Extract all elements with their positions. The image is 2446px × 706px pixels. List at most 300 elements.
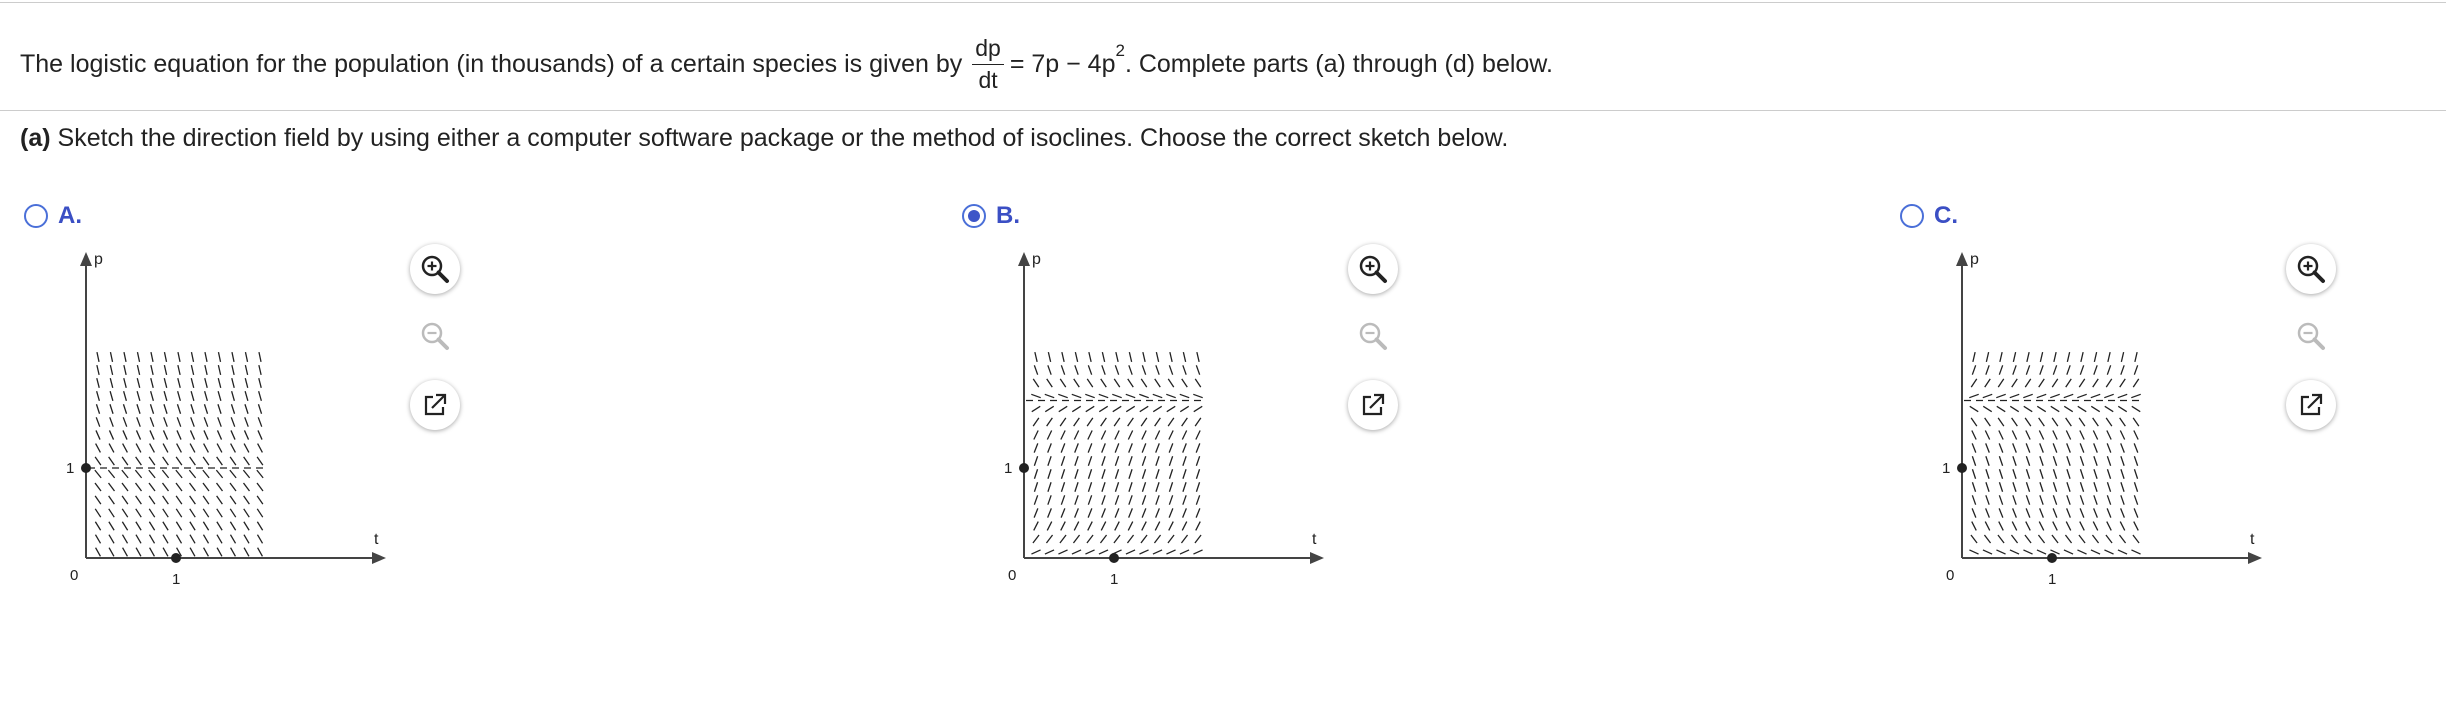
field-segment [150, 417, 154, 426]
field-segment [244, 509, 249, 517]
field-segment [1061, 522, 1066, 531]
field-segment [1999, 522, 2004, 531]
field-segment [164, 378, 166, 388]
field-segment [1075, 495, 1078, 504]
field-segment [2107, 430, 2111, 439]
field-segment [259, 391, 262, 401]
field-segment [1034, 508, 1038, 517]
field-segment [2093, 418, 2099, 426]
option-b-zoom-out-button[interactable] [1348, 311, 1398, 361]
field-segment [177, 444, 182, 453]
field-segment [2080, 495, 2083, 504]
field-segment [2026, 430, 2030, 439]
field-segment [231, 548, 236, 557]
field-segment [1196, 456, 1199, 465]
field-segment [1154, 535, 1160, 543]
field-segment [1048, 482, 1051, 491]
field-segment [164, 391, 167, 401]
field-segment [2052, 418, 2058, 426]
t-axis-label: t [2250, 531, 2255, 548]
field-segment [1075, 482, 1078, 491]
field-segment [2133, 418, 2139, 426]
field-segment [1169, 430, 1173, 439]
field-segment [2053, 482, 2056, 491]
field-segment [1048, 469, 1051, 479]
field-segment [176, 535, 181, 544]
field-segment [1127, 535, 1133, 543]
field-segment [1182, 522, 1187, 531]
option-b-popout-button[interactable] [1348, 380, 1398, 430]
field-segment [109, 430, 113, 439]
field-segment [110, 391, 113, 401]
field-segment [1045, 550, 1054, 554]
field-segment [136, 457, 142, 465]
field-segment [136, 548, 141, 557]
field-segment [2010, 394, 2019, 397]
field-segment [2094, 456, 2097, 465]
field-segment [2039, 418, 2045, 426]
field-segment [231, 430, 235, 439]
field-segment [1035, 352, 1037, 362]
field-segment [123, 430, 127, 439]
field-segment [1142, 365, 1145, 374]
field-segment [2039, 379, 2045, 387]
field-segment [2040, 495, 2043, 504]
t-axis-arrow [372, 552, 386, 564]
field-segment [2011, 535, 2017, 543]
field-segment [2094, 365, 2097, 374]
field-segment [109, 509, 114, 517]
field-segment [2131, 550, 2140, 554]
field-segment [230, 509, 235, 517]
field-segment [1060, 535, 1066, 543]
field-segment [2107, 495, 2110, 504]
field-segment [2051, 406, 2059, 411]
field-segment [259, 365, 261, 375]
field-segment [1126, 406, 1134, 411]
field-segment [97, 391, 100, 401]
zoom-out-icon [419, 320, 451, 352]
field-segment [109, 496, 115, 504]
field-segment [151, 391, 154, 401]
field-segment [2107, 365, 2110, 374]
field-segment [1061, 469, 1064, 479]
field-segment [95, 483, 101, 491]
field-segment [122, 535, 127, 544]
field-segment [123, 417, 127, 426]
field-segment [2121, 456, 2124, 465]
field-segment [149, 522, 154, 530]
field-segment [1985, 418, 1991, 426]
field-segment [1999, 469, 2002, 479]
t-tick-point [171, 553, 181, 563]
field-segment [1115, 495, 1118, 504]
p-tick-point [1019, 463, 1029, 473]
popout-icon [2297, 391, 2325, 419]
field-segment [1986, 443, 1990, 452]
field-segment [2118, 406, 2126, 411]
field-segment [2053, 495, 2056, 504]
p-axis-label: p [1032, 251, 1041, 268]
field-segment [1999, 495, 2002, 504]
field-segment [149, 457, 155, 465]
field-segment [190, 522, 195, 530]
field-segment [1115, 522, 1120, 531]
field-segment [1169, 469, 1172, 479]
field-segment [123, 444, 128, 453]
option-a[interactable] [24, 202, 82, 230]
field-segment [1088, 482, 1091, 491]
field-segment [2067, 352, 2069, 362]
field-segment [176, 457, 182, 465]
field-segment [191, 378, 193, 388]
field-segment [2133, 379, 2139, 387]
field-segment [1996, 394, 2005, 397]
field-segment [205, 391, 208, 401]
field-segment [1181, 535, 1187, 543]
field-segment [2067, 469, 2070, 479]
field-segment [1128, 379, 1134, 387]
field-segment [150, 548, 155, 557]
field-segment [1180, 406, 1188, 411]
field-segment [1087, 535, 1093, 543]
field-segment [1969, 550, 1978, 554]
field-segment [1155, 418, 1161, 426]
field-segment [1180, 394, 1189, 397]
field-segment [109, 444, 114, 453]
option-c-zoom-in-button[interactable] [2286, 244, 2336, 294]
field-segment [1985, 379, 1991, 387]
question-suffix: . Complete parts (a) through (d) below. [1124, 49, 1553, 78]
field-segment [2078, 406, 2086, 411]
option-a-label: A. [58, 202, 82, 229]
field-segment [257, 509, 262, 517]
field-segment [244, 496, 250, 504]
field-segment [203, 509, 208, 517]
field-segment [1075, 352, 1077, 362]
field-segment [2120, 522, 2125, 531]
field-segment [1985, 430, 1989, 439]
field-segment [1183, 365, 1186, 374]
field-segment [2053, 522, 2058, 531]
field-segment [1114, 379, 1120, 387]
field-segment [1074, 379, 1080, 387]
field-segment [2012, 418, 2018, 426]
field-segment [1156, 365, 1159, 374]
field-segment [1169, 443, 1173, 452]
field-segment [1115, 482, 1118, 491]
field-segment [2093, 379, 2099, 387]
field-segment [258, 548, 263, 557]
field-segment [95, 496, 101, 504]
field-segment [137, 378, 139, 388]
field-segment [244, 430, 248, 439]
field-segment [2038, 535, 2044, 543]
field-segment [1115, 443, 1119, 452]
field-segment [2040, 482, 2043, 491]
field-segment [2092, 535, 2098, 543]
field-segment [2106, 379, 2112, 387]
field-segment [2023, 394, 2032, 397]
field-segment [190, 535, 195, 544]
field-segment [2067, 508, 2071, 517]
field-segment [1034, 430, 1038, 439]
field-segment [245, 365, 247, 375]
field-segment [2119, 535, 2125, 543]
field-segment [1971, 535, 1977, 543]
field-segment [2040, 352, 2042, 362]
field-segment [1196, 365, 1199, 374]
field-segment [1102, 443, 1106, 452]
field-segment [1062, 352, 1064, 362]
field-segment [2134, 443, 2138, 452]
field-segment [218, 391, 221, 401]
field-segment [1129, 456, 1132, 465]
field-segment [2107, 482, 2110, 491]
field-segment [1072, 406, 1080, 411]
field-segment [1169, 482, 1172, 491]
field-segment [218, 378, 220, 388]
field-segment [2091, 406, 2099, 411]
field-segment [1972, 508, 1976, 517]
field-segment [2067, 456, 2070, 465]
field-segment [1196, 508, 1200, 517]
field-segment [2120, 430, 2124, 439]
field-segment [258, 444, 263, 453]
field-segment [2013, 482, 2016, 491]
field-segment [1183, 469, 1186, 479]
field-segment [1969, 394, 1978, 397]
field-segment [1183, 482, 1186, 491]
field-segment [2067, 365, 2070, 374]
field-segment [2023, 550, 2032, 554]
field-segment [2024, 406, 2032, 411]
field-segment [1168, 535, 1174, 543]
field-segment [2027, 352, 2029, 362]
field-segment [1088, 522, 1093, 531]
field-segment [190, 457, 196, 465]
field-segment [2010, 550, 2019, 554]
field-segment [1034, 469, 1037, 479]
field-segment [137, 417, 141, 426]
p-axis-label: p [94, 251, 103, 268]
field-segment [232, 365, 234, 375]
field-segment [1972, 443, 1976, 452]
option-a-radio[interactable] [24, 204, 48, 228]
option-b-zoom-in-button[interactable] [1348, 244, 1398, 294]
field-segment [1061, 495, 1064, 504]
field-segment [164, 404, 167, 414]
field-segment [1101, 418, 1107, 426]
field-segment [204, 417, 208, 426]
zoom-out-icon [1357, 320, 1389, 352]
field-segment [2026, 456, 2029, 465]
field-segment [1983, 406, 1991, 411]
zoom-in-icon [419, 253, 451, 285]
field-segment [2052, 379, 2058, 387]
field-segment [2121, 443, 2125, 452]
field-segment [1031, 550, 1040, 554]
field-segment [136, 522, 141, 530]
field-segment [122, 470, 128, 478]
field-segment [1099, 550, 1108, 554]
p-tick-label: 1 [1942, 460, 1951, 477]
field-segment [258, 404, 261, 414]
field-segment [1156, 495, 1159, 504]
field-segment [1169, 522, 1174, 531]
field-segment [178, 391, 181, 401]
option-c-popout-button[interactable] [2286, 380, 2336, 430]
field-segment [2134, 456, 2137, 465]
field-segment [2120, 418, 2126, 426]
field-segment [1170, 352, 1172, 362]
field-segment [1999, 508, 2003, 517]
field-segment [1183, 508, 1187, 517]
field-segment [243, 470, 249, 478]
option-c[interactable] [1900, 202, 1958, 230]
field-segment [2066, 418, 2072, 426]
field-segment [203, 457, 209, 465]
field-segment [1088, 443, 1092, 452]
field-segment [1059, 406, 1067, 411]
field-segment [1183, 443, 1187, 452]
field-segment [110, 365, 112, 375]
field-segment [1047, 522, 1052, 531]
field-segment [1101, 522, 1106, 531]
field-segment [258, 417, 262, 426]
field-segment [1986, 469, 1989, 479]
field-segment [2094, 508, 2098, 517]
option-c-radio[interactable] [1900, 204, 1924, 228]
field-segment [1048, 443, 1052, 452]
field-segment [259, 352, 261, 362]
field-segment [2053, 443, 2057, 452]
field-segment [1085, 550, 1094, 554]
field-segment [150, 430, 154, 439]
field-segment [2066, 522, 2071, 531]
field-segment [1156, 352, 1158, 362]
field-segment [1034, 522, 1039, 531]
field-segment [2080, 482, 2083, 491]
field-segment [1999, 443, 2003, 452]
derivative-fraction [972, 34, 1004, 93]
field-segment [122, 509, 127, 517]
field-segment [1075, 469, 1078, 479]
field-segment [2067, 482, 2070, 491]
field-segment [2091, 550, 2100, 554]
field-segment [1196, 469, 1199, 479]
field-segment [191, 417, 195, 426]
field-segment [1972, 456, 1975, 465]
field-segment [257, 522, 262, 530]
field-segment [1972, 430, 1976, 439]
field-segment [122, 457, 128, 465]
field-segment [2026, 508, 2030, 517]
field-segment [2053, 456, 2056, 465]
field-segment [2077, 394, 2086, 397]
field-segment [244, 457, 250, 465]
field-segment [217, 496, 223, 504]
field-segment [137, 352, 139, 362]
option-c-zoom-out-button[interactable] [2286, 311, 2336, 361]
t-tick-label: 1 [1110, 571, 1119, 588]
field-segment [205, 365, 207, 375]
field-segment [1972, 495, 1975, 504]
field-segment [1058, 550, 1067, 554]
field-segment [1048, 495, 1051, 504]
field-segment [1970, 406, 1978, 411]
field-segment [257, 496, 263, 504]
field-segment [1999, 456, 2002, 465]
field-segment [2091, 394, 2100, 397]
field-segment [1156, 469, 1159, 479]
field-segment [1116, 352, 1118, 362]
p-axis-arrow [1956, 252, 1968, 266]
popout-icon [421, 391, 449, 419]
field-segment [2066, 430, 2070, 439]
field-segment [2054, 352, 2056, 362]
field-segment [1156, 508, 1160, 517]
field-segment [2053, 365, 2056, 374]
field-segment [244, 444, 249, 453]
field-segment [96, 417, 100, 426]
option-b[interactable] [962, 202, 1020, 230]
field-segment [95, 457, 101, 465]
field-segment [1142, 508, 1146, 517]
field-segment [2104, 550, 2113, 554]
t-axis-arrow [2248, 552, 2262, 564]
option-a-zoom-out-button[interactable] [410, 311, 460, 361]
field-segment [1169, 495, 1172, 504]
field-segment [1115, 365, 1118, 374]
option-a-popout-button[interactable] [410, 380, 460, 430]
field-segment [109, 483, 115, 491]
field-segment [164, 417, 168, 426]
field-segment [2080, 456, 2083, 465]
field-segment [2134, 522, 2139, 531]
field-segment [1156, 456, 1159, 465]
field-segment [1061, 365, 1064, 374]
field-segment [191, 391, 194, 401]
field-segment [2012, 430, 2016, 439]
field-segment [1075, 508, 1079, 517]
field-segment [1128, 430, 1132, 439]
field-segment [1139, 550, 1148, 554]
field-segment [2077, 550, 2086, 554]
field-segment [191, 352, 193, 362]
field-segment [109, 548, 114, 557]
field-segment [1034, 443, 1038, 452]
field-segment [1075, 365, 1078, 374]
field-segment [1156, 443, 1160, 452]
field-segment [136, 483, 142, 491]
field-segment [2013, 365, 2016, 374]
field-segment [1182, 430, 1186, 439]
field-segment [217, 457, 223, 465]
field-segment [2080, 508, 2084, 517]
field-segment [190, 509, 195, 517]
field-segment [136, 444, 141, 453]
field-segment [1193, 550, 1202, 554]
field-segment [2037, 550, 2046, 554]
field-segment [1182, 379, 1188, 387]
option-b-radio[interactable] [962, 204, 986, 228]
option-a-zoom-in-button[interactable] [410, 244, 460, 294]
field-segment [2026, 522, 2031, 531]
field-segment [135, 470, 141, 478]
field-segment [257, 483, 263, 491]
field-segment [2079, 535, 2085, 543]
